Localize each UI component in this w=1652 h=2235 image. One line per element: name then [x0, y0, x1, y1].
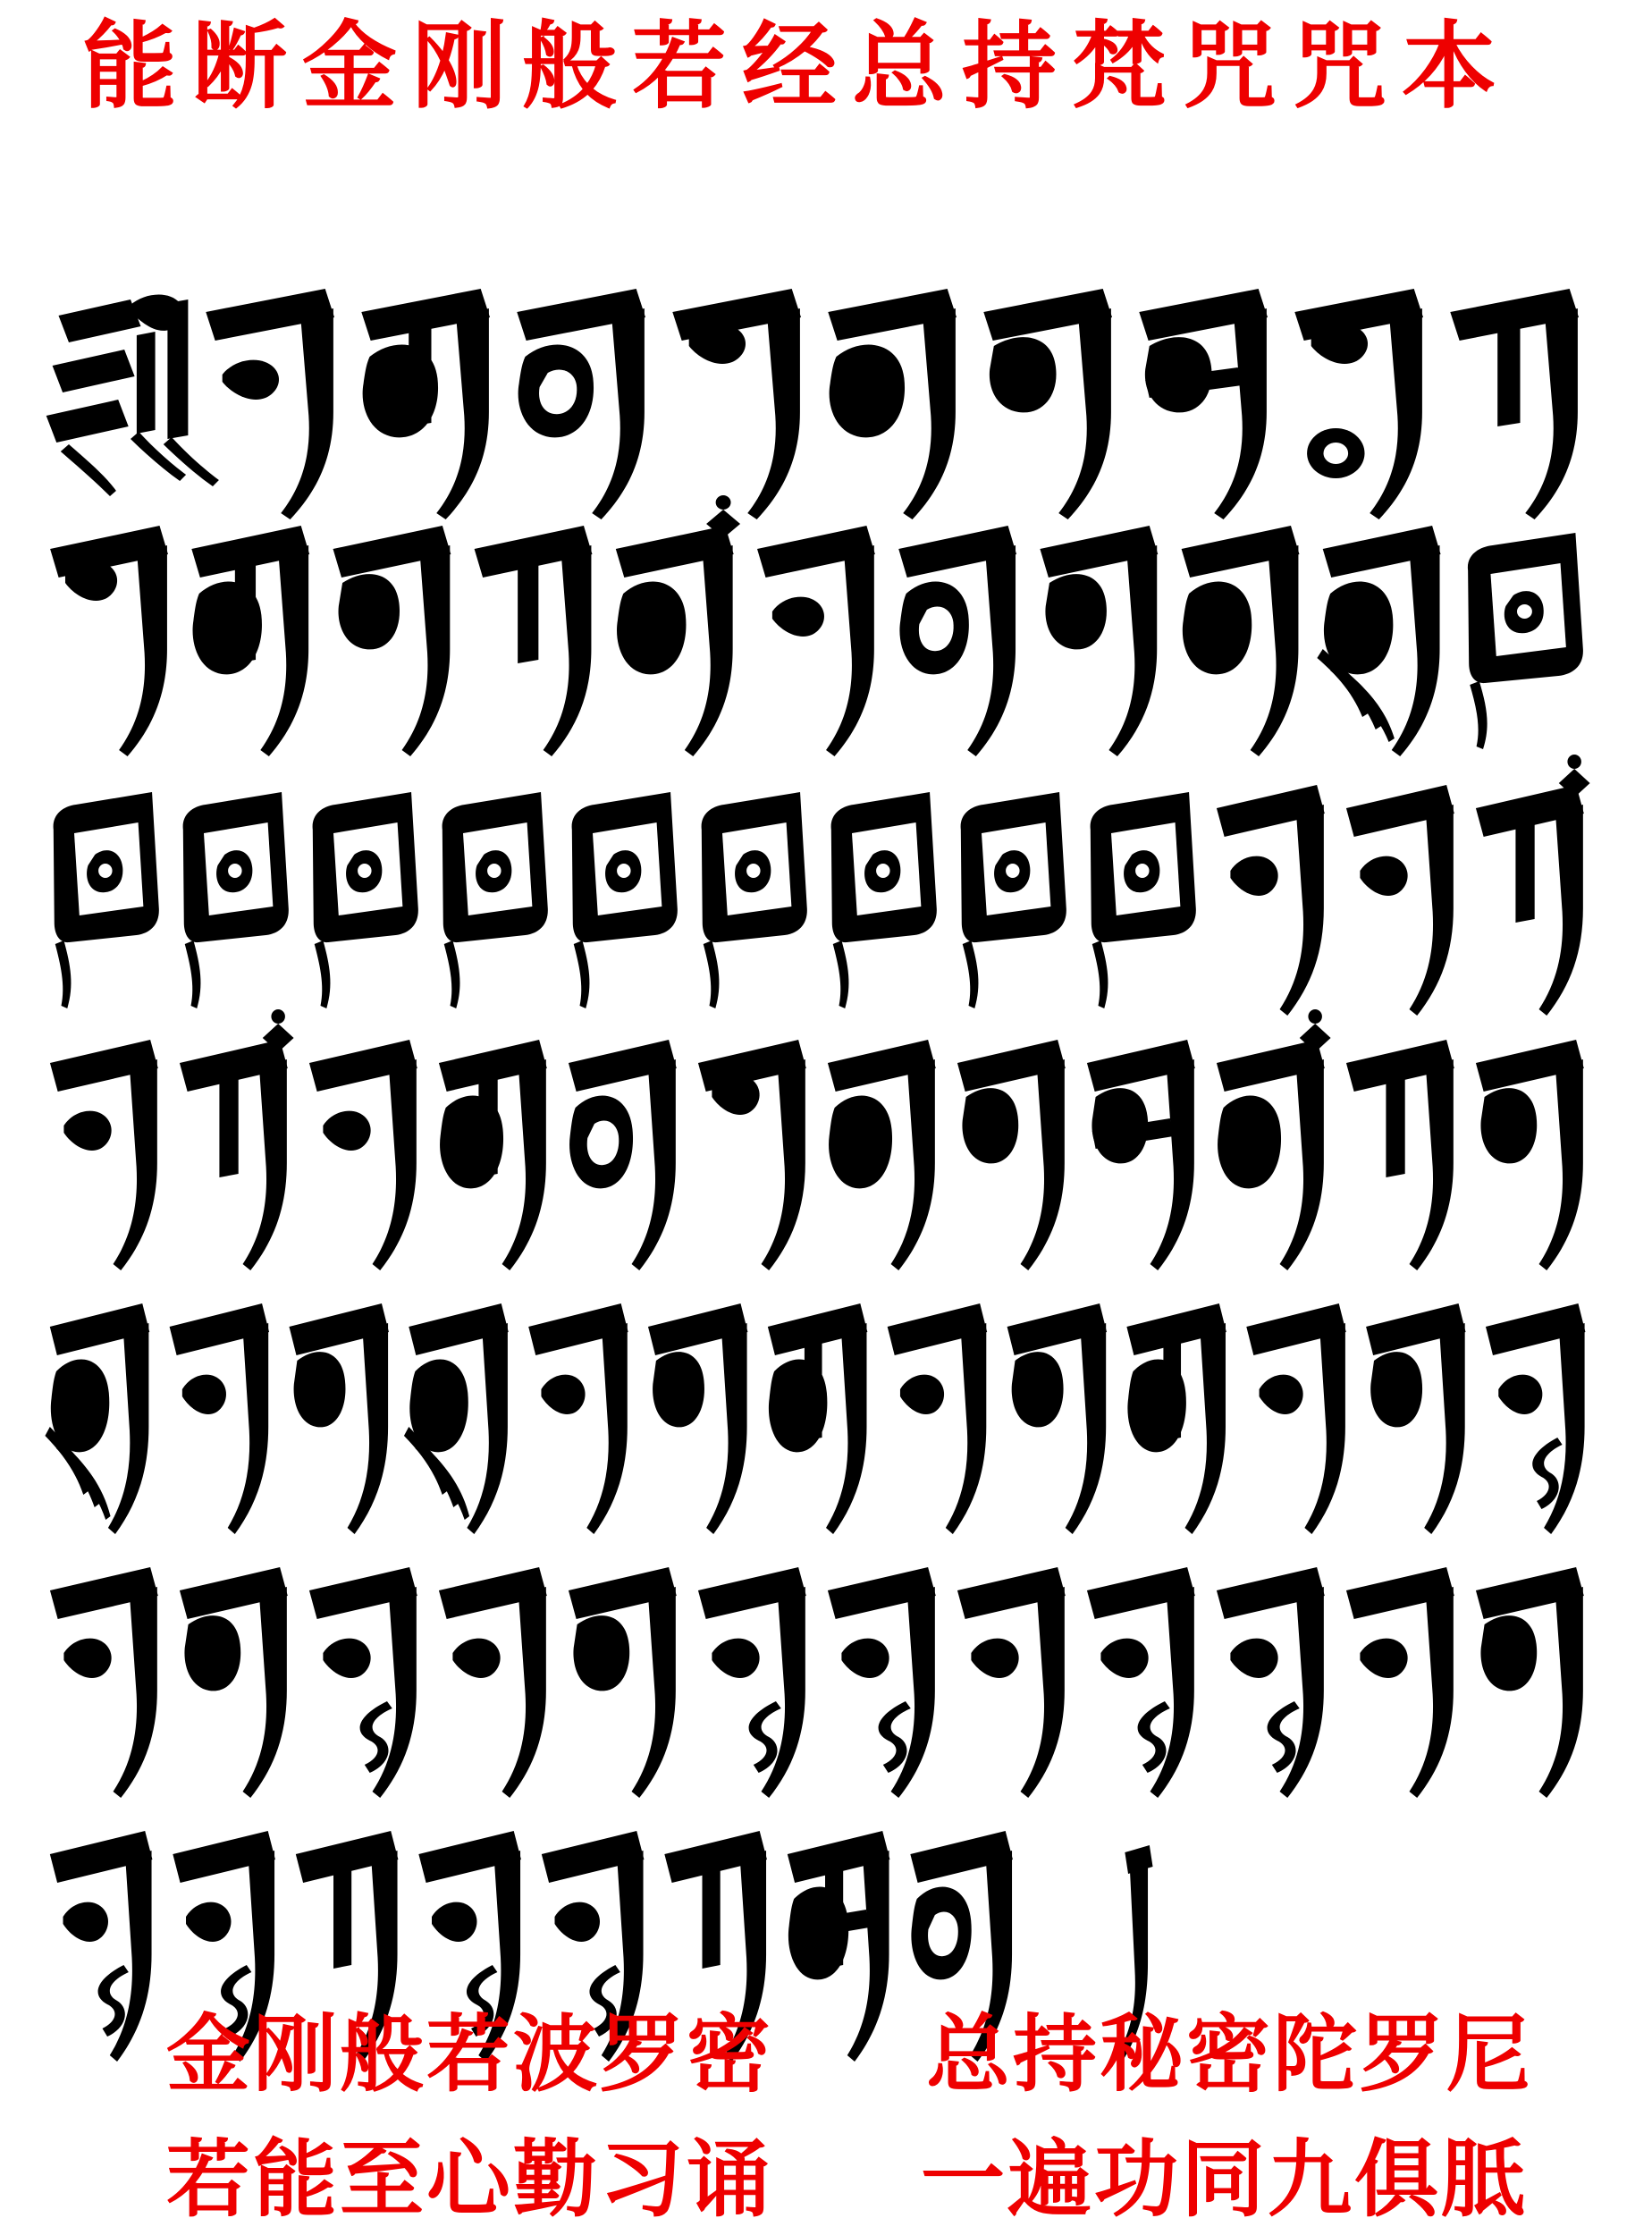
- glyph-stroke: [704, 940, 720, 1008]
- mantra-glyph-ri: [170, 1303, 269, 1534]
- mantra-glyph-ī: [45, 1303, 149, 1534]
- mantra-glyph-va: [828, 289, 957, 519]
- mantra-glyph-i: [183, 792, 289, 1008]
- glyph-stroke: [452, 1639, 500, 1678]
- glyph-stroke: [876, 864, 889, 878]
- mantra-glyph-mi: [768, 1303, 868, 1534]
- glyph-stroke: [769, 1360, 827, 1453]
- mantra-glyph-pra: [1346, 1040, 1454, 1270]
- glyph-stroke: [1230, 856, 1277, 896]
- glyph-stroke: [67, 1452, 110, 1520]
- glyph-stroke: [1066, 1323, 1106, 1534]
- mantra-glyph-ti: [289, 1303, 389, 1534]
- mantra-glyph-ta: [1182, 526, 1300, 756]
- glyph-stroke: [1324, 443, 1349, 464]
- glyph-stroke: [53, 350, 135, 392]
- glyph-stroke: [703, 1858, 721, 1969]
- mantra-glyph-śi: [442, 792, 548, 1008]
- glyph-stroke: [592, 308, 645, 519]
- glyph-stroke: [841, 1639, 889, 1678]
- glyph-stroke: [826, 545, 874, 756]
- mantra-glyph-ī: [404, 1303, 509, 1534]
- glyph-stroke: [1567, 755, 1580, 769]
- glyph-stroke: [271, 1009, 284, 1024]
- mantra-glyph-ri: [957, 1567, 1066, 1798]
- mantra-glyph-mi: [961, 792, 1066, 1008]
- mantra-glyph-ri: [1346, 1567, 1454, 1798]
- mantra-glyph-ri: [50, 1567, 158, 1798]
- glyph-stroke: [502, 1587, 546, 1798]
- glyph-stroke: [1214, 308, 1267, 519]
- mantra-glyph-bhi: [1217, 785, 1325, 1016]
- mantra-glyph-ri: [528, 1303, 628, 1534]
- glyph-stroke: [61, 444, 116, 496]
- mantra-glyph-tyaṃ: [1217, 1009, 1331, 1270]
- mantra-glyph-ti: [1040, 526, 1158, 756]
- glyph-stroke: [1424, 1323, 1464, 1534]
- glyph-stroke: [59, 299, 141, 342]
- glyph-stroke: [555, 1902, 600, 1942]
- mantra-glyph-ga: [698, 1040, 806, 1270]
- glyph-stroke: [186, 1902, 231, 1942]
- glyph-stroke: [1251, 545, 1299, 756]
- glyph-stroke: [1410, 805, 1454, 1016]
- glyph-stroke: [1498, 1375, 1542, 1414]
- glyph-stroke: [1021, 1059, 1065, 1270]
- mantra-glyph-ti: [1007, 1303, 1107, 1534]
- footer-text-recite: 若能至心勤习诵: [166, 2134, 774, 2227]
- glyph-stroke: [228, 864, 241, 878]
- glyph-stroke: [1525, 308, 1578, 519]
- glyph-stroke: [891, 1059, 935, 1270]
- glyph-stroke: [1230, 1639, 1277, 1678]
- mantra-glyph-tā: [333, 526, 451, 756]
- glyph-stroke: [184, 1615, 240, 1691]
- glyph-stroke: [963, 940, 979, 1008]
- glyph-stroke: [363, 345, 438, 438]
- glyph-stroke: [467, 1323, 507, 1534]
- mantra-glyph-mi: [572, 792, 678, 1008]
- glyph-stroke: [1410, 1059, 1454, 1270]
- glyph-stroke: [444, 940, 460, 1008]
- glyph-stroke: [772, 597, 824, 637]
- glyph-stroke: [541, 1375, 585, 1414]
- glyph-stroke: [1517, 604, 1532, 619]
- mantra-glyph-ga: [672, 289, 801, 519]
- glyph-stroke: [1308, 1009, 1321, 1024]
- mantra-glyph-ri: [439, 1567, 547, 1798]
- glyph-stroke: [826, 1323, 866, 1534]
- mantra-glyph-śu: [1486, 1303, 1585, 1534]
- glyph-stroke: [900, 1375, 944, 1414]
- glyph-stroke: [971, 1639, 1018, 1678]
- mantra-glyph-ra: [50, 526, 168, 756]
- mantra-glyph-bhu: [50, 1831, 153, 2062]
- mantra-glyph-yaṃ: [180, 1009, 294, 1270]
- mantra-glyph-mi: [1126, 1303, 1226, 1534]
- glyph-stroke: [98, 864, 112, 878]
- mantra-glyph-u: [698, 1567, 806, 1798]
- glyph-stroke: [1185, 1323, 1226, 1534]
- mantra-row-3: [0, 751, 1652, 1019]
- glyph-stroke: [219, 1067, 238, 1177]
- glyph-stroke: [946, 1323, 986, 1534]
- glyph-stroke: [114, 1587, 157, 1798]
- glyph-stroke: [747, 308, 800, 519]
- glyph-stroke: [432, 1902, 476, 1942]
- glyph-stroke: [108, 1323, 148, 1534]
- mantra-glyph-ṣu: [1217, 1567, 1325, 1798]
- glyph-stroke: [1386, 1067, 1404, 1177]
- glyph-stroke: [586, 1323, 627, 1534]
- mantra-glyph-ye: [475, 526, 593, 756]
- mantra-glyph-mo: [361, 289, 490, 519]
- mantra-glyph-siddhaṃ: [46, 294, 219, 496]
- glyph-stroke: [502, 1059, 546, 1270]
- glyph-stroke: [1260, 1375, 1303, 1414]
- mantra-glyph-ti: [1476, 1040, 1584, 1270]
- glyph-stroke: [63, 1639, 111, 1678]
- footer-text-vajra-prajna: 金刚般若波罗密: [166, 2009, 774, 2102]
- glyph-stroke: [1127, 1360, 1185, 1453]
- mantra-glyph-li: [313, 792, 418, 1008]
- glyph-stroke: [1392, 545, 1440, 756]
- glyph-stroke: [1480, 1615, 1537, 1691]
- mantra-glyph-ti: [569, 1567, 677, 1798]
- glyph-stroke: [294, 1352, 346, 1427]
- glyph-stroke: [487, 864, 501, 878]
- mantra-glyph-ti: [648, 1303, 748, 1534]
- mantra-glyph-li: [1091, 792, 1196, 1008]
- glyph-stroke: [1012, 1352, 1064, 1427]
- mantra-glyph-śi: [54, 792, 159, 1008]
- mantra-glyph-pra: [1087, 1040, 1195, 1270]
- glyph-stroke: [833, 940, 849, 1008]
- mantra-glyph-li: [1468, 533, 1583, 749]
- mantra-glyph-te: [983, 289, 1112, 519]
- mantra-glyph-na: [206, 289, 334, 519]
- glyph-stroke: [167, 299, 188, 439]
- mantra-glyph-bha: [517, 289, 645, 519]
- mantra-glyph-bhi: [50, 1040, 158, 1270]
- glyph-stroke: [573, 1615, 629, 1691]
- glyph-stroke: [1100, 1639, 1148, 1678]
- glyph-stroke: [518, 552, 538, 663]
- glyph-stroke: [617, 582, 686, 675]
- glyph-stroke: [223, 360, 279, 400]
- glyph-stroke: [1135, 864, 1149, 878]
- mantra-glyph-ti: [1476, 1567, 1584, 1798]
- glyph-stroke: [182, 1375, 226, 1414]
- glyph-stroke: [1370, 308, 1422, 519]
- glyph-stroke: [1344, 674, 1395, 742]
- glyph-stroke: [373, 1059, 417, 1270]
- glyph-stroke: [1183, 582, 1252, 675]
- mantra-glyph-mo: [439, 1040, 547, 1270]
- glyph-stroke: [1539, 805, 1583, 1016]
- glyph-stroke: [990, 337, 1057, 412]
- glyph-stroke: [1021, 1587, 1065, 1798]
- mantra-glyph-tad: [898, 526, 1016, 756]
- glyph-stroke: [1045, 574, 1106, 649]
- glyph-stroke: [685, 545, 733, 756]
- glyph-stroke: [1360, 1639, 1407, 1678]
- mantra-row-6: [0, 1533, 1652, 1801]
- glyph-stroke: [653, 1352, 704, 1427]
- glyph-stroke: [1410, 1587, 1454, 1798]
- mantra-glyph-ti: [180, 1567, 288, 1798]
- glyph-stroke: [830, 345, 905, 438]
- mantra-glyph-śi: [831, 792, 937, 1008]
- glyph-stroke: [617, 864, 630, 878]
- mantra-glyph-jñā: [1294, 289, 1423, 519]
- mantra-glyph-na: [757, 526, 875, 756]
- glyph-stroke: [260, 545, 308, 756]
- glyph-stroke: [1280, 805, 1324, 1016]
- glyph-stroke: [440, 1096, 503, 1189]
- mantra-glyph-śu: [309, 1567, 417, 1798]
- glyph-stroke: [1515, 812, 1534, 923]
- mantra-glyph-te: [957, 1040, 1066, 1270]
- glyph-stroke: [847, 1851, 889, 2062]
- glyph-stroke: [348, 1323, 388, 1534]
- glyph-stroke: [1108, 545, 1157, 756]
- mantra-glyph-pra: [1139, 289, 1268, 519]
- glyph-stroke: [323, 1111, 370, 1151]
- mantra-glyph-ti: [1366, 1303, 1465, 1534]
- glyph-stroke: [1218, 1096, 1281, 1189]
- glyph-stroke: [243, 1059, 287, 1270]
- mantra-glyph-li: [702, 792, 807, 1008]
- glyph-stroke: [46, 400, 129, 443]
- mantra-glyph-na: [309, 1040, 417, 1270]
- glyph-stroke: [333, 1858, 351, 1969]
- glyph-stroke: [706, 1323, 746, 1534]
- mantra-glyph-ṣu: [828, 1567, 936, 1798]
- mantra-glyph-yaṃ: [1476, 755, 1590, 1016]
- glyph-stroke: [1539, 1587, 1583, 1798]
- mantra-glyph-svā: [788, 1831, 890, 2062]
- glyph-stroke: [1304, 1323, 1344, 1534]
- mantra-glyph-bha: [569, 1040, 677, 1270]
- glyph-stroke: [228, 1323, 268, 1534]
- glyph-stroke: [716, 495, 731, 510]
- glyph-stroke: [712, 1639, 759, 1678]
- mantra-glyph-ri: [888, 1303, 987, 1534]
- glyph-stroke: [1092, 940, 1108, 1008]
- glyph-stroke: [1539, 1059, 1583, 1270]
- glyph-stroke: [185, 940, 201, 1008]
- mantra-glyph-pā: [1450, 289, 1579, 519]
- glyph-stroke: [63, 1111, 111, 1151]
- glyph-stroke: [137, 332, 156, 434]
- glyph-stroke: [962, 1088, 1018, 1163]
- glyph-stroke: [243, 1587, 287, 1798]
- glyph-stroke: [632, 1587, 676, 1798]
- glyph-stroke: [426, 1452, 469, 1520]
- glyph-stroke: [574, 940, 590, 1008]
- footer-text-dharani: 总持秘密陀罗尼: [926, 2009, 1534, 2102]
- glyph-stroke: [1497, 316, 1520, 426]
- mantra-glyph-mi: [191, 526, 309, 756]
- glyph-stroke: [164, 437, 219, 486]
- mantra-glyph-u: [1087, 1567, 1195, 1798]
- glyph-stroke: [119, 545, 167, 756]
- mantra-row-5: [0, 1269, 1652, 1538]
- glyph-stroke: [1370, 1352, 1422, 1427]
- glyph-stroke: [1360, 856, 1407, 896]
- glyph-stroke: [436, 308, 489, 519]
- glyph-stroke: [281, 308, 333, 519]
- glyph-stroke: [1480, 1088, 1537, 1163]
- glyph-stroke: [544, 545, 592, 756]
- glyph-stroke: [829, 1096, 892, 1189]
- mantra-glyph-ri: [1246, 1303, 1345, 1534]
- glyph-stroke: [55, 940, 72, 1008]
- mantra-row-4: [0, 1006, 1652, 1274]
- mantra-glyph-i: [1317, 526, 1440, 756]
- glyph-stroke: [967, 545, 1016, 756]
- glyph-stroke: [315, 940, 331, 1008]
- glyph-stroke: [402, 545, 451, 756]
- mantra-row-2: [0, 492, 1652, 760]
- glyph-stroke: [903, 308, 956, 519]
- glyph-stroke: [323, 1639, 370, 1678]
- glyph-stroke: [358, 864, 371, 878]
- mantra-glyph-na: [1346, 785, 1454, 1016]
- page-title: 能断金刚般若经总持梵咒咒本: [82, 15, 1512, 120]
- glyph-stroke: [114, 1059, 157, 1270]
- footer-text-merit: 一遍功同九俱胝: [921, 2134, 1529, 2227]
- glyph-stroke: [339, 574, 400, 649]
- glyph-stroke: [1470, 681, 1487, 749]
- glyph-stroke: [63, 1902, 108, 1942]
- mantra-row-1: [0, 255, 1652, 523]
- glyph-stroke: [1006, 864, 1019, 878]
- glyph-stroke: [1058, 308, 1111, 519]
- mantra-glyph-oṃ: [616, 495, 740, 756]
- glyph-stroke: [1280, 1059, 1324, 1270]
- glyph-stroke: [193, 582, 262, 675]
- glyph-stroke: [1150, 1059, 1194, 1270]
- glyph-stroke: [632, 1059, 676, 1270]
- glyph-stroke: [746, 864, 760, 878]
- mantra-glyph-va: [828, 1040, 936, 1270]
- glyph-stroke: [762, 1059, 805, 1270]
